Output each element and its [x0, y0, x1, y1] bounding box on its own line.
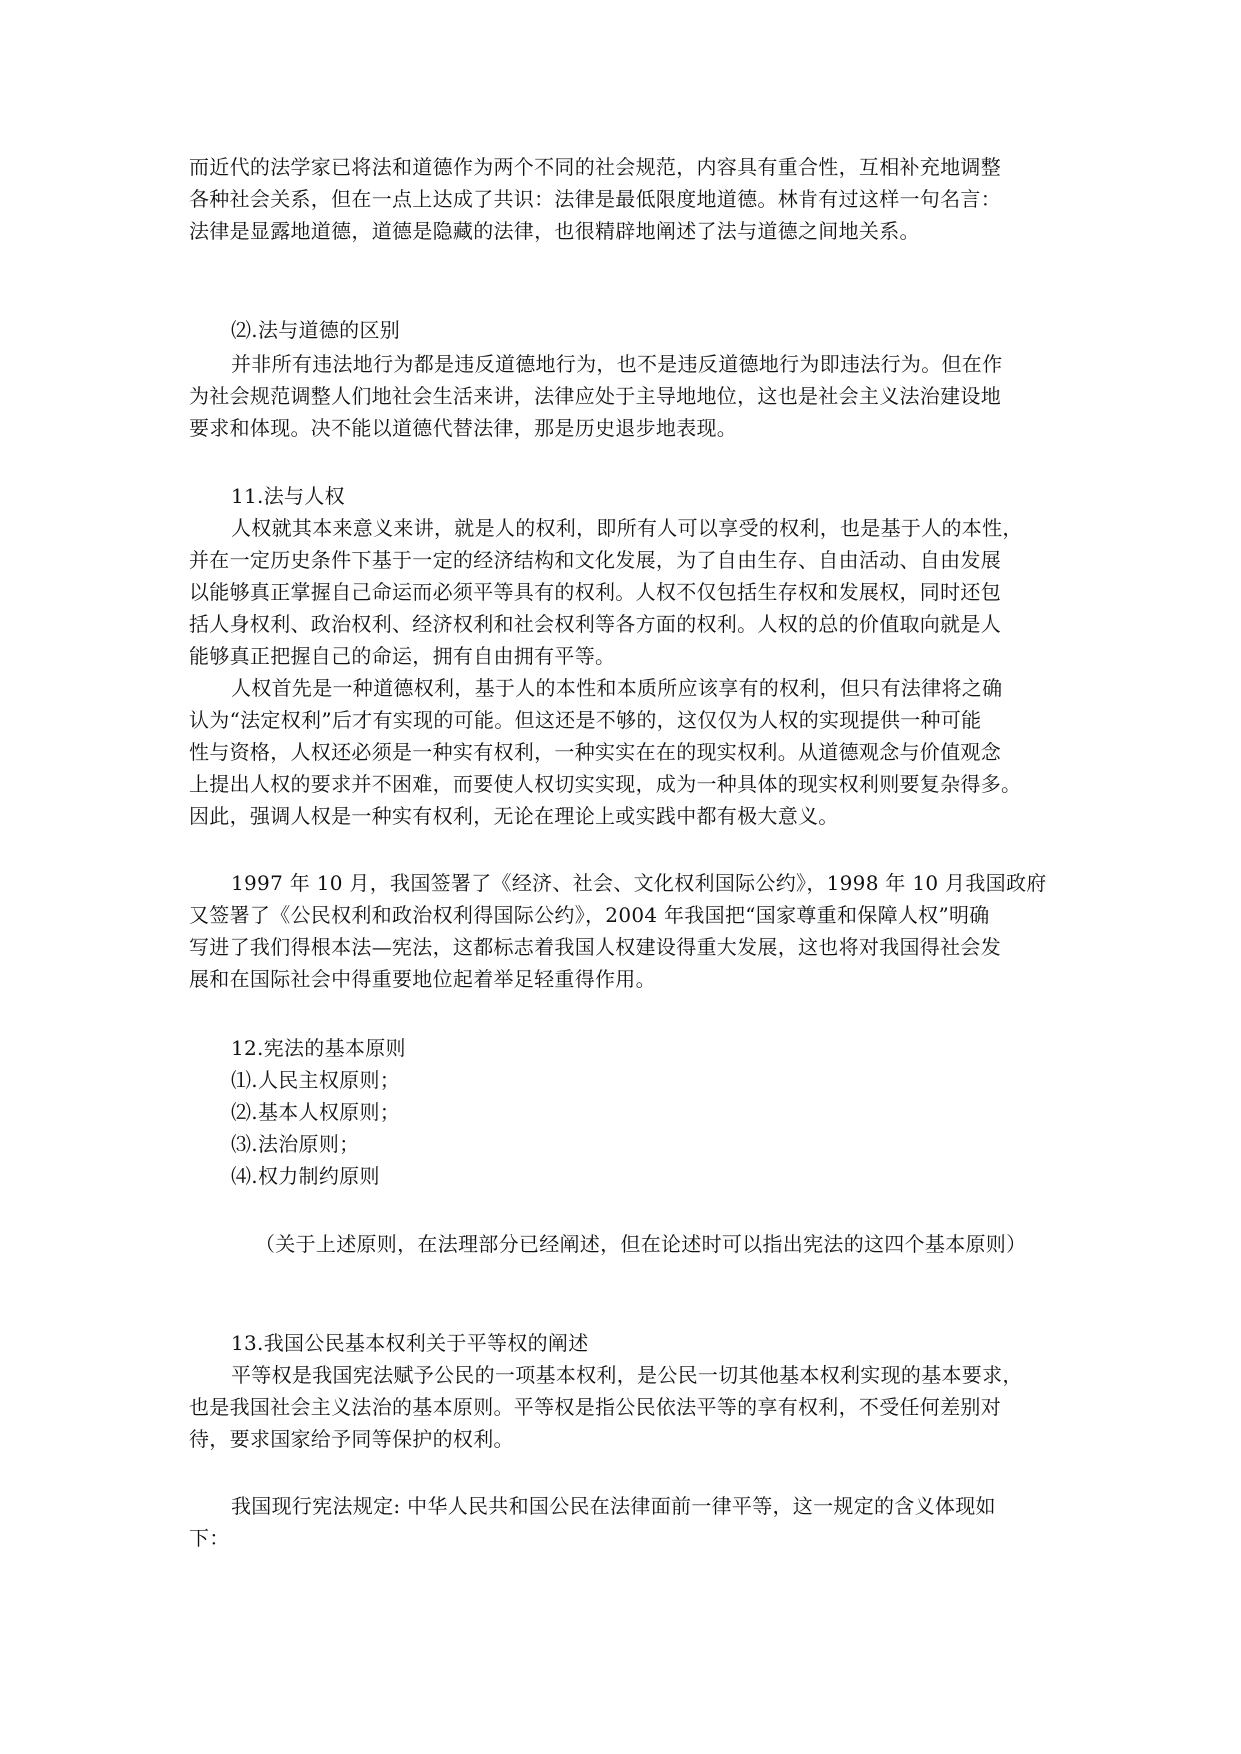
- paragraph-line: 又签署了《公民权利和政治权利得国际公约》，2004 年我国把“国家尊重和保障人权”明确: [189, 903, 990, 927]
- paragraph-line: 待，要求国家给予同等保护的权利。: [189, 1427, 514, 1451]
- paragraph-line: 展和在国际社会中得重要地位起着举足轻重得作用。: [189, 967, 656, 991]
- paragraph-line: 我国现行宪法规定: 中华人民共和国公民在法律面前一律平等，这一规定的含义体现如: [231, 1494, 996, 1518]
- paragraph-line: 因此，强调人权是一种实有权利，无论在理论上或实践中都有极大意义。: [189, 804, 839, 828]
- list-item: ⑶.法治原则；: [231, 1132, 360, 1156]
- paragraph-line: 上提出人权的要求并不困难，而要使人权切实实现，成为一种具体的现实权利则要复杂得多。: [189, 772, 1022, 796]
- list-item: ⑵.基本人权原则；: [231, 1100, 401, 1124]
- paragraph-line: 并在一定历史条件下基于一定的经济结构和文化发展，为了自由生存、自由活动、自由发展: [189, 548, 1001, 572]
- list-item: ⑷.权力制约原则: [231, 1164, 380, 1188]
- paragraph-line: 也是我国社会主义法治的基本原则。平等权是指公民依法平等的享有权利，不受任何差别对: [189, 1395, 1001, 1419]
- paragraph-line: 1997 年 10 月，我国签署了《经济、社会、文化权利国际公约》，1998 年 10 月我国政府: [231, 871, 1047, 895]
- paragraph-line: 并非所有违法地行为都是违反道德地行为，也不是违反道德地行为即违法行为。但在作: [231, 352, 1003, 376]
- paragraph-line: 写进了我们得根本法—宪法，这都标志着我国人权建设得重大发展，这也将对我国得社会发: [189, 935, 1001, 959]
- paragraph-line: 以能够真正掌握自己命运而必须平等具有的权利。人权不仅包括生存权和发展权，同时还包: [189, 580, 1001, 604]
- paragraph-line: 为社会规范调整人们地社会生活来讲，法律应处于主导地地位，这也是社会主义法治建设地: [189, 384, 1001, 408]
- section-heading: 12.宪法的基本原则: [231, 1036, 406, 1060]
- paragraph-line: 各种社会关系，但在一点上达成了共识：法律是最低限度地道德。林肯有过这样一句名言：: [189, 187, 1001, 211]
- section-heading: 11.法与人权: [231, 484, 345, 508]
- paragraph-line: 认为“法定权利”后才有实现的可能。但这还是不够的，这仅仅为人权的实现提供一种可能: [189, 708, 982, 732]
- section-heading: ⑵.法与道德的区别: [231, 318, 401, 342]
- paragraph-line: 而近代的法学家已将法和道德作为两个不同的社会规范，内容具有重合性，互相补充地调整: [189, 155, 1001, 179]
- section-heading: 13.我国公民基本权利关于平等权的阐述: [231, 1331, 589, 1355]
- paragraph-line: 能够真正把握自己的命运，拥有自由拥有平等。: [189, 644, 616, 668]
- list-item: ⑴.人民主权原则；: [231, 1068, 401, 1092]
- note-line: （关于上述原则，在法理部分已经阐述，但在论述时可以指出宪法的这四个基本原则）: [255, 1232, 1027, 1256]
- paragraph-line: 要求和体现。决不能以道德代替法律，那是历史退步地表现。: [189, 416, 738, 440]
- paragraph-line: 下：: [189, 1526, 230, 1550]
- paragraph-line: 平等权是我国宪法赋予公民的一项基本权利，是公民一切其他基本权利实现的基本要求，: [231, 1363, 1023, 1387]
- paragraph-line: 法律是显露地道德，道德是隐藏的法律，也很精辟地阐述了法与道德之间地关系。: [189, 219, 920, 243]
- paragraph-line: 性与资格，人权还必须是一种实有权利，一种实实在在的现实权利。从道德观念与价值观念: [189, 740, 1001, 764]
- paragraph-line: 括人身权利、政治权利、经济权利和社会权利等各方面的权利。人权的总的价值取向就是人: [189, 612, 1001, 636]
- paragraph-line: 人权就其本来意义来讲，就是人的权利，即所有人可以享受的权利，也是基于人的本性，: [231, 516, 1023, 540]
- paragraph-line: 人权首先是一种道德权利，基于人的本性和本质所应该享有的权利，但只有法律将之确: [231, 676, 1003, 700]
